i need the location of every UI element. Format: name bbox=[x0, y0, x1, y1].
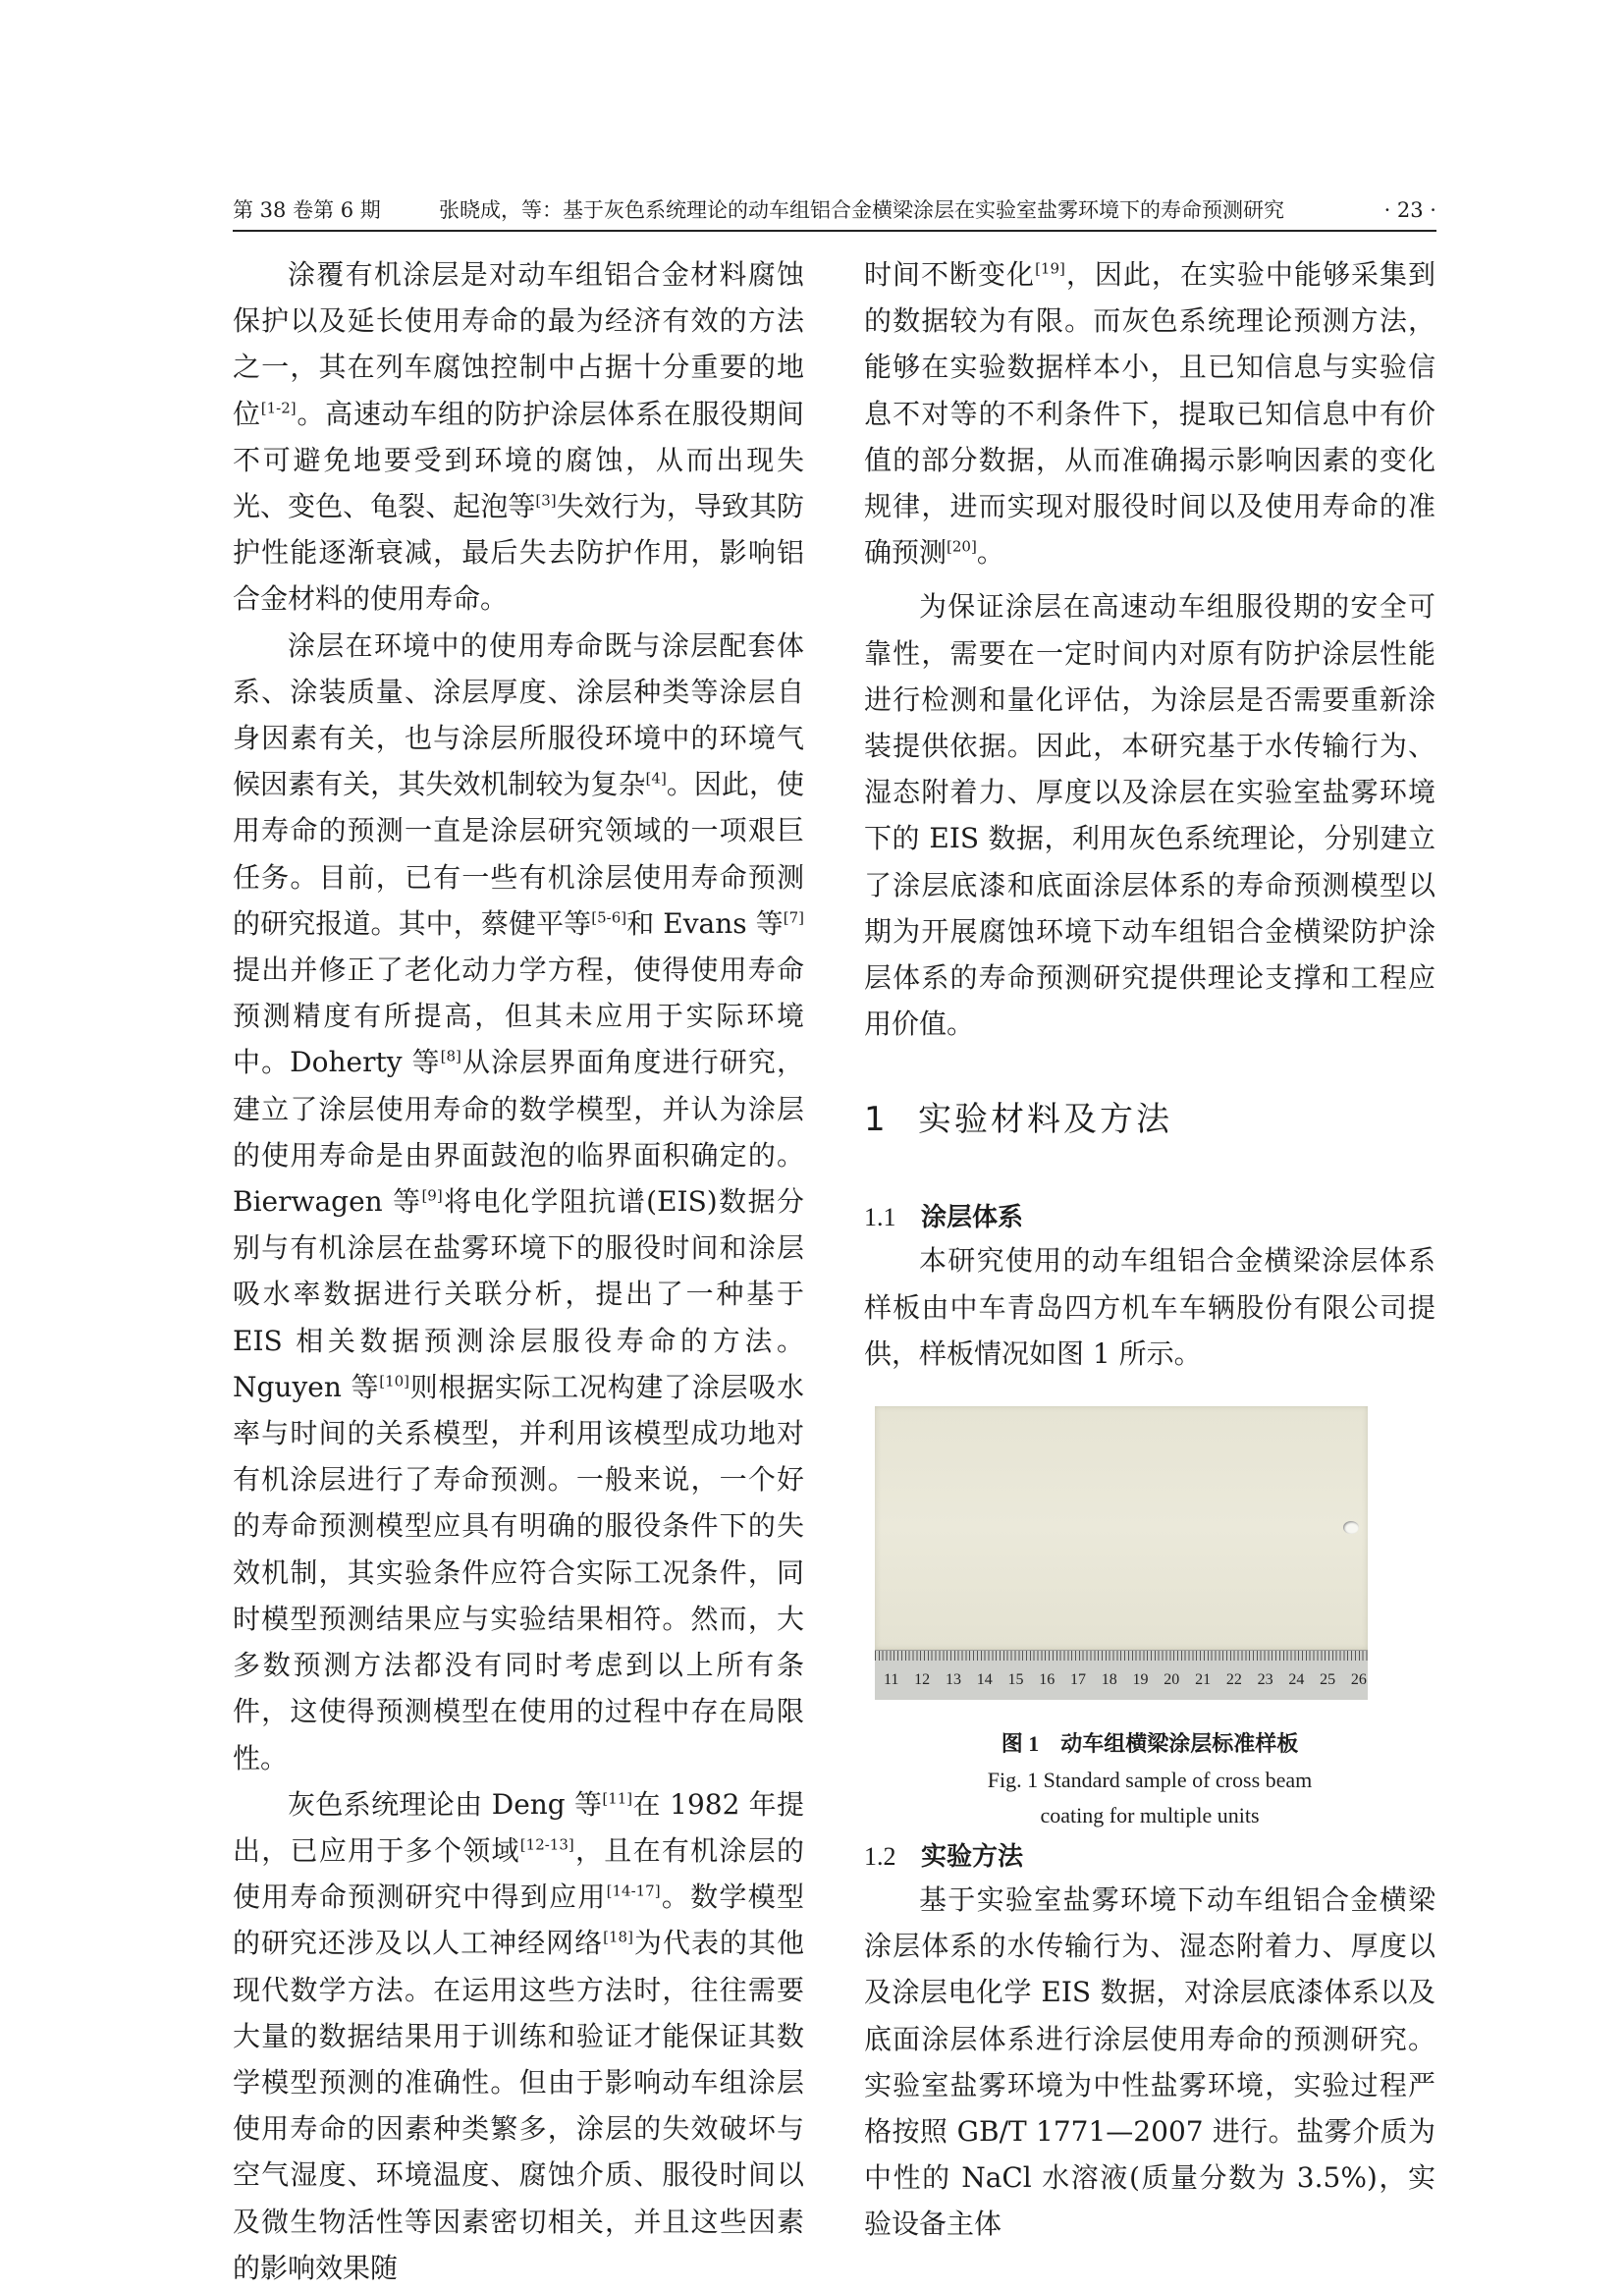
ruler-label: 21 bbox=[1195, 1671, 1212, 1689]
figure-caption-cn: 图 1 动车组横梁涂层标准样板 bbox=[1001, 1731, 1299, 1758]
journal-volume: 第 38 卷第 6 期 bbox=[233, 198, 381, 222]
paragraph-intro-3: 灰色系统理论由 Deng 等[11]在 1982 年提出，已应用于多个领域[12-13]，且在有机涂层的使用寿命预测研究中得到应用[14-17]。数学模型的研究还涉及以人工神经网络[18]为代表的其他现代数学方法。在运用这些方法时，往往需要大量的数据结果用于训练和验证才能保证其数学模型预测的准确性。但由于影响动车组涂层使用寿命的因素种类繁多，涂层的失效破坏与空气湿度、环境温度、腐蚀介质、服役时间以及微生物活性等因素密切相关，并且这些因素的影响效果随 bbox=[233, 1787, 805, 2284]
running-header bbox=[233, 191, 1436, 230]
running-title: 张晓成，等：基于灰色系统理论的动车组铝合金横梁涂层在实验室盐雾环境下的寿命预测研究 bbox=[439, 198, 1284, 222]
ruler-label: 15 bbox=[1007, 1671, 1024, 1689]
ruler-label: 24 bbox=[1288, 1671, 1305, 1689]
ruler-label: 13 bbox=[945, 1671, 961, 1689]
figure-1-photo bbox=[868, 1406, 1371, 1699]
ruler-label: 22 bbox=[1225, 1671, 1242, 1689]
ruler-label: 26 bbox=[1350, 1671, 1367, 1689]
ruler-label: 11 bbox=[884, 1671, 899, 1689]
right-column bbox=[864, 251, 1435, 2248]
ruler-label: 25 bbox=[1320, 1671, 1336, 1689]
subsection-heading-1-1: 1.1 涂层体系 bbox=[864, 1203, 1024, 1233]
ruler-labels bbox=[884, 1671, 1367, 1695]
paragraph-intro-2: 涂层在环境中的使用寿命既与涂层配套体系、涂装质量、涂层厚度、涂层种类等涂层自身因素有关，也与涂层所服役环境中的环境气候因素有关，其失效机制较为复杂[4]。因此，使用寿命的预测一直是涂层研究领域的一项艰巨任务。目前，已有一些有机涂层使用寿命预测的研究报道。其中，蔡健平等[5-6]和 Evans 等[7]提出并修正了老化动力学方程，使得使用寿命预测精度有所提高，但其未应用于实际环境中。Doherty 等[8]从涂层界面角度进行研究，建立了涂层使用寿命的数学模型，并认为涂层的使用寿命是由界面鼓泡的临界面积确定的。Bierwagen 等[9]将电化学阻抗谱(EIS)数据分别与有机涂层在盐雾环境下的服役时间和涂层吸水率数据进行关联分析，提出了一种基于 EIS 相关数据预测涂层服役寿命的方法。Nguyen 等[10]则根据实际工况构建了涂层吸水率与时间的关系模型，并利用该模型成功地对有机涂层进行了寿命预测。一般来说，一个好的寿命预测模型应具有明确的服役条件下的失效机制，其实验条件应符合实际工况条件，同时模型预测结果应与实验结果相符。然而，大多数预测方法都没有同时考虑到以上所有条件，这使得预测模型在使用的过程中存在局限性。 bbox=[233, 628, 805, 1774]
panel-hole bbox=[1343, 1521, 1359, 1534]
left-column bbox=[233, 251, 804, 2291]
ruler-label: 19 bbox=[1132, 1671, 1149, 1689]
coating-sample-panel bbox=[875, 1406, 1368, 1650]
paragraph-intro-5: 为保证涂层在高速动车组服役期的安全可靠性，需要在一定时间内对原有防护涂层性能进行检测和量化评估，为涂层是否需要重新涂装提供依据。因此，本研究基于水传输行为、湿态附着力、厚度以及涂层在实验室盐雾环境下的 EIS 数据，利用灰色系统理论，分别建立了涂层底漆和底面涂层体系的寿命预测模型以期为开展腐蚀环境下动车组铝合金横梁防护涂层体系的寿命预测研究提供理论支撑和工程应用价值。 bbox=[864, 590, 1435, 1041]
ruler-label: 23 bbox=[1257, 1671, 1273, 1689]
ruler-label: 16 bbox=[1039, 1671, 1056, 1689]
ruler-label: 14 bbox=[976, 1671, 993, 1689]
ruler-label: 17 bbox=[1070, 1671, 1086, 1689]
subsection-heading-1-2: 1.2 实验方法 bbox=[864, 1842, 1024, 1873]
figure-caption-en-1: Fig. 1 Standard sample of cross beam bbox=[987, 1768, 1313, 1793]
section-heading-1: 1 实验材料及方法 bbox=[864, 1100, 1172, 1140]
ruler-label: 12 bbox=[914, 1671, 931, 1689]
figure-1-caption bbox=[864, 1726, 1435, 1833]
paragraph-experimental-method: 基于实验室盐雾环境下动车组铝合金横梁涂层体系的水传输行为、湿态附着力、厚度以及涂层电化学 EIS 数据，对涂层底漆体系以及底面涂层体系进行涂层使用寿命的预测研究。实验室盐雾环境为中性盐雾环境，实验过程严格按照 GB/T 1771—2007 进行。盐雾介质为中性的 NaCl 水溶液(质量分数为 3.5%)，实验设备主体 bbox=[864, 1883, 1435, 2241]
paragraph-coating-system: 本研究使用的动车组铝合金横梁涂层体系样板由中车青岛四方机车车辆股份有限公司提供，样板情况如图 1 所示。 bbox=[864, 1244, 1435, 1370]
ruler-label: 18 bbox=[1101, 1671, 1117, 1689]
ruler-label: 20 bbox=[1164, 1671, 1180, 1689]
page-number: · 23 · bbox=[1383, 198, 1436, 222]
paragraph-intro-1: 涂覆有机涂层是对动车组铝合金材料腐蚀保护以及延长使用寿命的最为经济有效的方法之一，其在列车腐蚀控制中占据十分重要的地位[1-2]。高速动车组的防护涂层体系在服役期间不可避免地要受到环境的腐蚀，从而出现失光、变色、龟裂、起泡等[3]失效行为，导致其防护性能逐渐衰减，最后失去防护作用，影响铝合金材料的使用寿命。 bbox=[233, 258, 804, 616]
paragraph-intro-4: 时间不断变化[19]，因此，在实验中能够采集到的数据较为有限。而灰色系统理论预测方法，能够在实验数据样本小，且已知信息与实验信息不对等的不利条件下，提取已知信息中有价值的部分数据，从而准确揭示影响因素的变化规律，进而实现对服役时间以及使用寿命的准确预测[20]。 bbox=[864, 258, 1435, 570]
header-rule bbox=[233, 230, 1436, 232]
figure-caption-en-2: coating for multiple units bbox=[1040, 1803, 1260, 1828]
